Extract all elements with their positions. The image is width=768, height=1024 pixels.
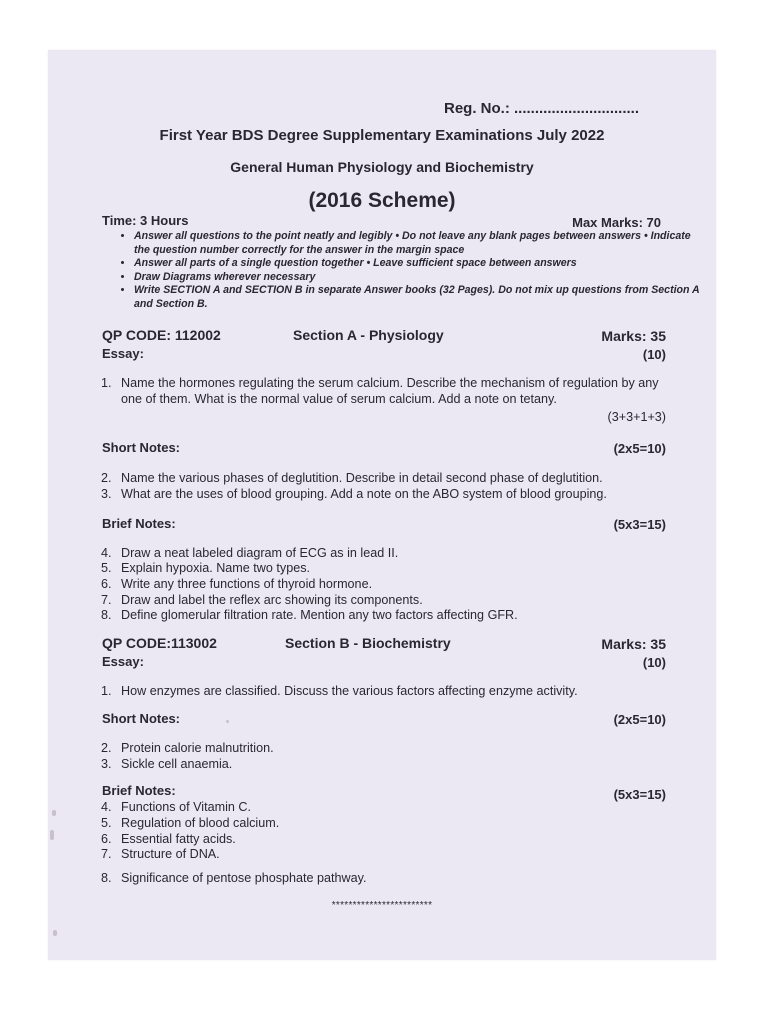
question-number: 3.: [101, 757, 112, 771]
list-item: [101, 846, 701, 862]
question-number: 7.: [101, 847, 112, 861]
question-number: 4.: [101, 546, 112, 560]
list-item: [101, 545, 701, 561]
question-number: 6.: [101, 577, 112, 591]
section-a-q1-number: 1.: [101, 376, 112, 390]
instructions-list: [114, 230, 704, 312]
instruction-item: • Draw Diagrams wherever necessary: [134, 271, 704, 285]
question-text: Draw a neat labeled diagram of ECG as in lead II.: [121, 546, 399, 560]
question-text: Draw and label the reflex arc showing its components.: [121, 593, 423, 607]
list-item: [101, 870, 701, 886]
question-number: 3.: [101, 487, 112, 501]
scan-speck: [53, 930, 57, 936]
section-a-q1-text: Name the hormones regulating the serum calcium. Describe the mechanism of regulation by any one of them. What is the normal value of serum calcium. Add a note on tetany.: [121, 376, 659, 406]
section-a-essay-marks: (10): [642, 347, 666, 362]
section-a-essay-label: Essay:: [102, 346, 144, 361]
list-item: [101, 592, 701, 608]
question-text: Protein calorie malnutrition.: [121, 741, 274, 755]
question-text: Structure of DNA.: [121, 847, 220, 861]
question-text: Sickle cell anaemia.: [121, 757, 233, 771]
section-a-title: Section A - Physiology: [293, 327, 444, 343]
section-a-q1-split: (3+3+1+3): [607, 410, 666, 424]
instruction-item: • Answer all parts of a single question together • Leave sufficient space between answers: [134, 257, 704, 271]
time-label: Time: 3 Hours: [102, 213, 189, 228]
section-a-short-notes-marks: (2x5=10): [613, 441, 666, 456]
section-a-brief-notes-label: Brief Notes:: [102, 516, 176, 531]
question-number: 4.: [101, 800, 112, 814]
question-number: 6.: [101, 832, 112, 846]
footer-stars: ************************: [331, 900, 433, 911]
question-text: Define glomerular filtration rate. Mention any two factors affecting GFR.: [121, 608, 518, 622]
section-a-qp-code: QP CODE: 112002: [102, 327, 221, 343]
list-item: [101, 740, 701, 756]
section-a-brief-notes-marks: (5x3=15): [613, 517, 666, 532]
section-b-marks: Marks: 35: [601, 636, 666, 652]
section-b-title: Section B - Biochemistry: [285, 635, 451, 651]
question-number: 8.: [101, 871, 112, 885]
question-text: Name the various phases of deglutition. Describe in detail second phase of deglutition.: [121, 471, 603, 485]
instruction-item: • Write SECTION A and SECTION B in separate Answer books (32 Pages). Do not mix up questions from Section A and Section B.: [134, 284, 704, 311]
scheme-title: (2016 Scheme): [308, 189, 456, 212]
list-item: [101, 815, 701, 831]
question-text: Significance of pentose phosphate pathway.: [121, 871, 367, 885]
list-item: [101, 576, 701, 592]
question-number: 8.: [101, 608, 112, 622]
question-text: How enzymes are classified. Discuss the various factors affecting enzyme activity.: [121, 684, 578, 698]
question-number: 2.: [101, 741, 112, 755]
instruction-item: • Answer all questions to the point neatly and legibly • Do not leave any blank pages between answers • Indicate the question number correctly for the answer in the margin space: [134, 230, 704, 257]
question-number: 2.: [101, 471, 112, 485]
list-item: [101, 607, 701, 623]
list-item: [101, 560, 701, 576]
list-item: [101, 486, 701, 502]
list-item: [101, 683, 701, 699]
question-text: What are the uses of blood grouping. Add a note on the ABO system of blood grouping.: [121, 487, 607, 501]
section-b-essay-label: Essay:: [102, 654, 144, 669]
list-item: [101, 831, 701, 847]
list-item: [101, 756, 701, 772]
section-b-brief-notes-marks: (5x3=15): [613, 787, 666, 802]
section-b-short-notes-label: Short Notes:: [102, 711, 180, 726]
question-number: 5.: [101, 561, 112, 575]
question-text: Explain hypoxia. Name two types.: [121, 561, 310, 575]
max-marks-label: Max Marks: 70: [572, 215, 661, 230]
scan-speck: [52, 810, 56, 816]
subject-title: General Human Physiology and Biochemistry: [230, 159, 534, 175]
question-number: 7.: [101, 593, 112, 607]
question-text: Functions of Vitamin C.: [121, 800, 251, 814]
question-number: 1.: [101, 684, 112, 698]
scan-speck: [50, 830, 54, 840]
section-a-marks: Marks: 35: [601, 328, 666, 344]
reg-no: Reg. No.: ..............................: [444, 100, 640, 117]
question-text: Regulation of blood calcium.: [121, 816, 280, 830]
section-a-short-notes-label: Short Notes:: [102, 440, 180, 455]
question-text: Essential fatty acids.: [121, 832, 236, 846]
section-b-brief-notes-label: Brief Notes:: [102, 783, 176, 798]
question-text: Write any three functions of thyroid hormone.: [121, 577, 373, 591]
section-b-qp-code: QP CODE:113002: [102, 635, 217, 651]
section-b-short-notes-marks: (2x5=10): [613, 712, 666, 727]
list-item: [101, 799, 701, 815]
scan-speck: [226, 720, 229, 723]
exam-title: First Year BDS Degree Supplementary Examinations July 2022: [159, 127, 605, 144]
exam-paper: [48, 50, 716, 960]
section-b-essay-marks: (10): [642, 655, 666, 670]
question-number: 5.: [101, 816, 112, 830]
list-item: [101, 470, 701, 486]
